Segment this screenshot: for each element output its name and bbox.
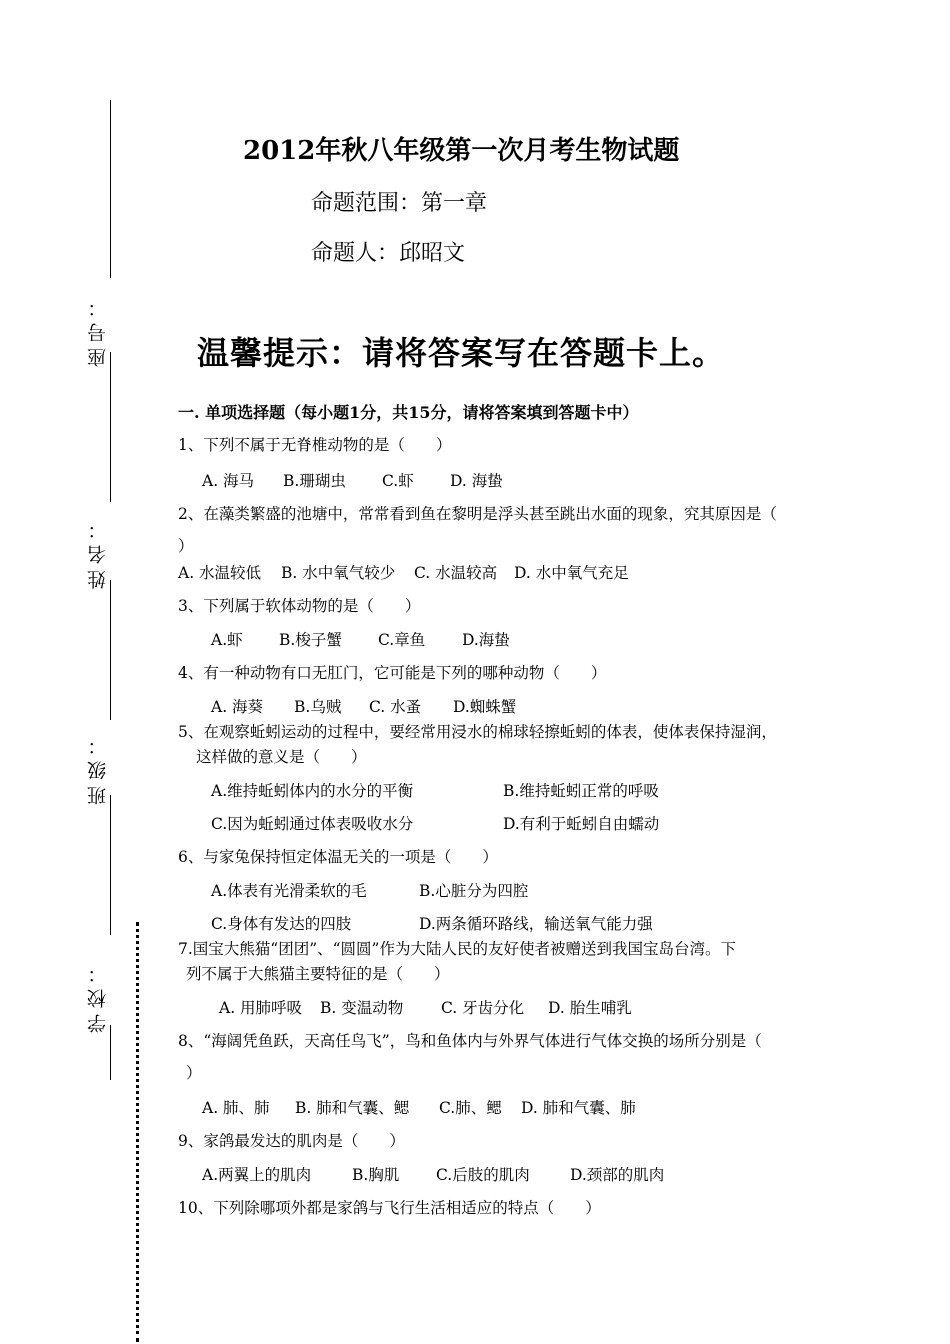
option: D.蜘蛛蟹 (453, 698, 517, 716)
option: B.梭子蟹 (279, 631, 342, 649)
exam-scope: 命题范围：第一章 (311, 191, 488, 216)
option: B. 肺和气囊、鳃 (295, 1099, 410, 1117)
option: A.体表有光滑柔软的毛 (211, 882, 367, 900)
option: A. 海马 (202, 472, 255, 490)
option: A. 肺、肺 (202, 1099, 270, 1117)
option: D.海蛰 (462, 631, 510, 649)
option: C.虾 (382, 472, 414, 490)
binding-line (110, 352, 111, 502)
question-8-cont: ） (186, 1064, 202, 1082)
option: B.维持蚯蚓正常的呼吸 (503, 782, 659, 800)
binding-line (110, 1025, 111, 1080)
option: C.肺、鳃 (439, 1099, 502, 1117)
question-1: 1、下列不属于无脊椎动物的是（ ） (178, 436, 452, 454)
seat-label: 座号： (87, 292, 109, 367)
option: C. 水温较高 (414, 564, 498, 582)
option: C. 水蚤 (369, 698, 422, 716)
option: C. 牙齿分化 (441, 999, 525, 1017)
option: D.两条循环路线，输送氧气能力强 (419, 915, 653, 933)
option: B.珊瑚虫 (283, 472, 346, 490)
binding-line (110, 795, 111, 935)
option: B.乌贼 (294, 698, 342, 716)
option: B. 水中氧气较少 (281, 564, 396, 582)
option: C.后肢的肌肉 (436, 1166, 530, 1184)
option: B.胸肌 (352, 1166, 400, 1184)
exam-author: 命题人：邱昭文 (311, 241, 466, 266)
question-5: 5、在观察蚯蚓运动的过程中，要经常用浸水的棉球轻擦蚯蚓的体表，使体表保持湿润， (178, 723, 777, 741)
question-8: 8、“海阔凭鱼跃，天高任鸟飞”，鸟和鱼体内与外界气体进行气体交换的场所分别是（ (178, 1032, 762, 1050)
option: A. 用肺呼吸 (219, 999, 303, 1017)
option: D. 胎生哺乳 (548, 999, 632, 1017)
reminder-banner: 温馨提示：请将答案写在答题卡上。 (197, 334, 726, 372)
option: A.两翼上的肌肉 (202, 1166, 312, 1184)
question-4: 4、有一种动物有口无肛门，它可能是下列的哪种动物（ ） (178, 664, 607, 682)
page-title: 2012年秋八年级第一次月考生物试题 (243, 136, 680, 166)
question-7-cont: 列不属于大熊猫主要特征的是（ ） (186, 965, 450, 983)
option: A. 水温较低 (178, 564, 262, 582)
question-5-cont: 这样做的意义是（ ） (196, 748, 367, 766)
question-7: 7.国宝大熊猫“团团”、“圆圆”作为大陆人民的友好使者被赠送到我国宝岛台湾。下 (178, 940, 736, 958)
option: A.虾 (211, 631, 243, 649)
option: D.有利于蚯蚓自由蠕动 (503, 815, 660, 833)
question-9: 9、家鸽最发达的肌肉是（ ） (178, 1132, 405, 1150)
question-10: 10、下列除哪项外都是家鸽与飞行生活相适应的特点（ ） (178, 1199, 601, 1217)
class-label: 班级： (87, 730, 109, 805)
option: A.维持蚯蚓体内的水分的平衡 (211, 782, 414, 800)
option: D. 海蛰 (450, 472, 503, 490)
question-2-cont: ） (178, 537, 194, 555)
cut-line (136, 922, 139, 1342)
question-2: 2、在藻类繁盛的池塘中，常常看到鱼在黎明是浮头甚至跳出水面的现象，究其原因是（ (178, 505, 777, 523)
binding-line (110, 100, 111, 278)
option: B. 变温动物 (320, 999, 404, 1017)
binding-line (110, 580, 111, 720)
question-6: 6、与家兔保持恒定体温无关的一项是（ ） (178, 848, 498, 866)
option: C.因为蚯蚓通过体表吸收水分 (211, 815, 414, 833)
option: C.身体有发达的四肢 (211, 915, 352, 933)
section-heading: 一. 单项选择题（每小题1分，共15分，请将答案填到答题卡中） (178, 403, 639, 422)
option: A. 海葵 (211, 698, 264, 716)
school-label: 学校： (87, 958, 109, 1033)
option: D. 水中氧气充足 (514, 564, 629, 582)
option: D.颈部的肌肉 (570, 1166, 665, 1184)
option: D. 肺和气囊、肺 (521, 1099, 636, 1117)
name-label: 姓名： (87, 514, 109, 589)
option: C.章鱼 (378, 631, 426, 649)
option: B.心脏分为四腔 (419, 882, 529, 900)
question-3: 3、下列属于软体动物的是（ ） (178, 597, 421, 615)
